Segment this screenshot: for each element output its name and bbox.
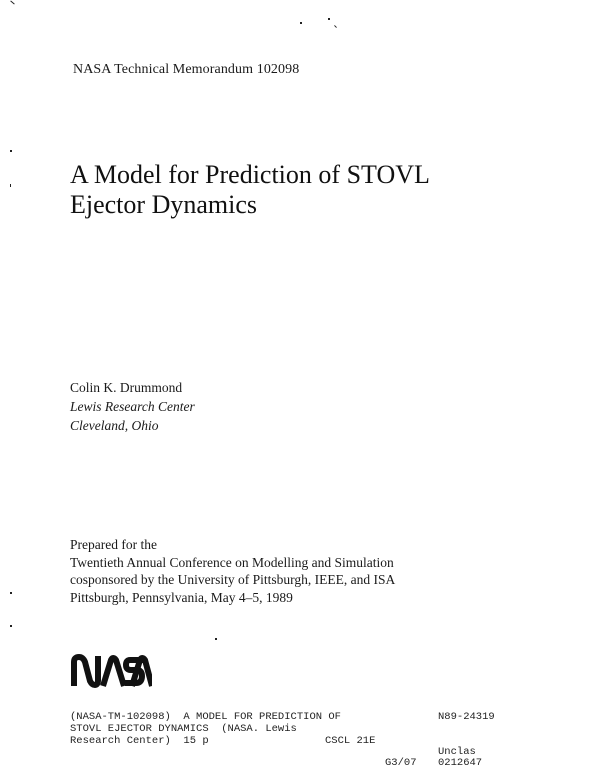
prepared-line-1: Prepared for the: [70, 537, 157, 552]
document-title: [70, 160, 430, 220]
accession-line-3: Research Center) 15 p: [70, 735, 209, 747]
scan-speck: [10, 625, 12, 627]
scan-speck: [328, 18, 330, 20]
group-code: G3/07: [385, 757, 417, 769]
unclas-label: Unclas: [438, 746, 476, 758]
scan-speck: [10, 1, 14, 5]
title-line-1: A Model for Prediction of STOVL: [70, 160, 430, 189]
accession-number: N89-24319: [438, 711, 495, 723]
scan-speck: [10, 150, 12, 152]
memo-header: NASA Technical Memorandum 102098: [73, 62, 300, 77]
accession-line-1: (NASA-TM-102098) A MODEL FOR PREDICTION OF: [70, 711, 341, 723]
author-location: Cleveland, Ohio: [70, 418, 159, 433]
document-id: 0212647: [438, 757, 483, 769]
scan-speck: [10, 592, 12, 594]
scan-speck: [334, 25, 337, 28]
author-center: Lewis Research Center: [70, 399, 195, 414]
nasa-logo: [70, 654, 152, 693]
prepared-line-4: Pittsburgh, Pennsylvania, May 4–5, 1989: [70, 589, 293, 605]
author-name: Colin K. Drummond: [70, 380, 183, 395]
author-block: [70, 378, 195, 435]
scan-speck: [300, 22, 302, 24]
nasa-worm-logo-icon: [70, 654, 152, 688]
prepared-line-3: cosponsored by the University of Pittsburgh, IEEE, and ISA: [70, 572, 396, 587]
scan-speck: [215, 638, 217, 640]
scan-speck: [10, 184, 11, 187]
cscl-code: CSCL 21E: [325, 735, 376, 747]
prepared-for-block: [70, 536, 395, 606]
accession-line-2: STOVL EJECTOR DYNAMICS (NASA. Lewis: [70, 723, 297, 735]
title-line-2: Ejector Dynamics: [70, 190, 257, 219]
prepared-line-2: Twentieth Annual Conference on Modelling and Simulation: [70, 554, 394, 570]
